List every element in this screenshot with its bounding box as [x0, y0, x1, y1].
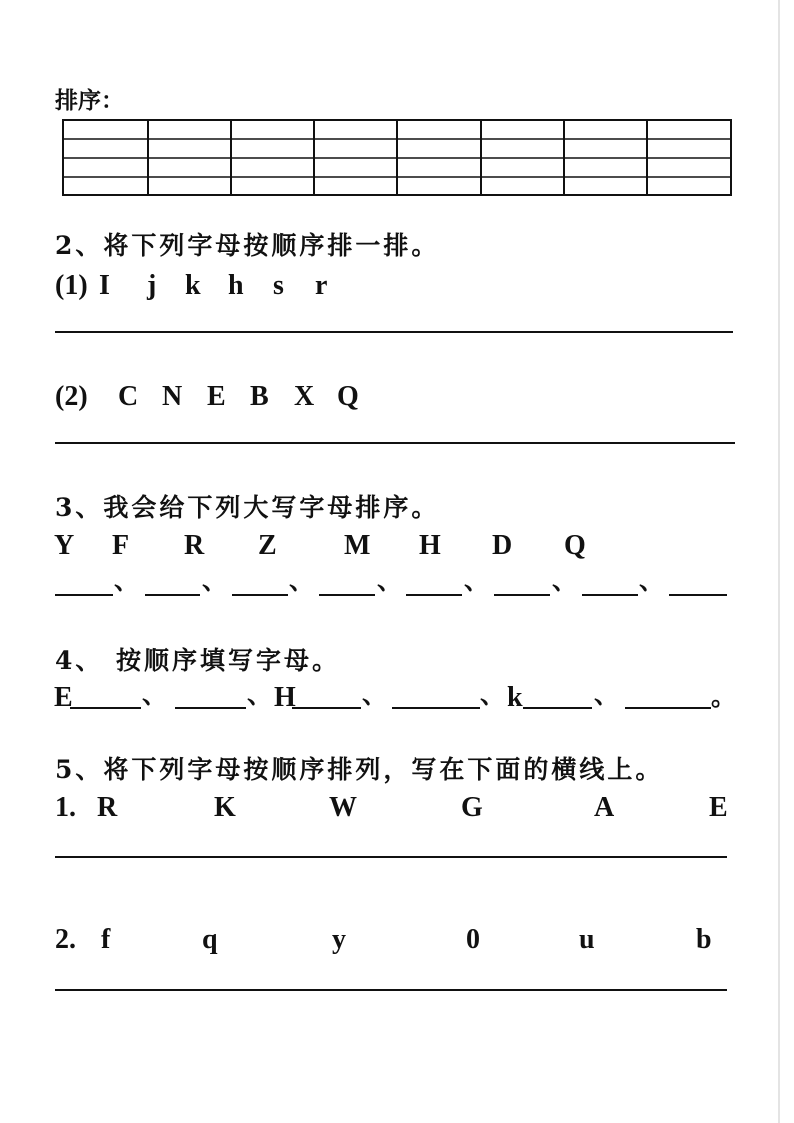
separator-mark: 、: [289, 566, 315, 595]
separator-mark: 、: [639, 566, 665, 595]
answer-line: [55, 856, 727, 858]
scrambled-letter: E: [709, 792, 728, 823]
answer-blank: [523, 707, 592, 709]
separator-mark: 、: [202, 566, 228, 595]
separator-mark: 、: [377, 566, 403, 595]
answer-line: [55, 331, 733, 333]
scrambled-letter: f: [101, 924, 111, 955]
answer-blank: [625, 707, 711, 709]
answer-blank: [406, 594, 462, 596]
scrambled-letter: u: [579, 924, 595, 955]
scrambled-letter: B: [250, 381, 269, 412]
given-letter: H: [274, 682, 296, 713]
separator-mark: 、: [552, 566, 578, 595]
item-label: 2.: [55, 924, 76, 955]
section1-title: 排序：: [55, 87, 124, 114]
scrambled-letter: s: [273, 270, 284, 301]
section2-title: 2、将下列字母按顺序排一排。: [55, 231, 440, 260]
scrambled-letter: I: [99, 270, 110, 301]
answer-line: [55, 989, 727, 991]
section4-title: 按顺序填写字母。: [116, 646, 341, 675]
four-line-writing-grid: [62, 119, 732, 197]
answer-blank: [582, 594, 638, 596]
separator-mark: 、: [247, 680, 273, 709]
section4-title-number: 4、: [55, 646, 104, 675]
scrambled-letter: Z: [258, 530, 277, 561]
scrambled-letter: R: [97, 792, 118, 823]
answer-blank: [669, 594, 727, 596]
scrambled-letter: Q: [564, 530, 586, 561]
item-label: (2): [55, 381, 88, 412]
answer-blank: [55, 594, 113, 596]
item-label: 1.: [55, 792, 76, 823]
separator-mark: 、: [464, 566, 490, 595]
answer-blank: [319, 594, 375, 596]
section3-title: 3、我会给下列大写字母排序。: [55, 493, 440, 522]
answer-blank: [292, 707, 361, 709]
scrambled-letter: E: [207, 381, 226, 412]
answer-blank: [145, 594, 200, 596]
scrambled-letter: M: [344, 530, 371, 561]
given-letter: k: [507, 682, 523, 713]
scrambled-letter: N: [162, 381, 183, 412]
scrambled-letter: h: [228, 270, 244, 301]
scrambled-letter: Q: [337, 381, 359, 412]
scrambled-letter: R: [184, 530, 205, 561]
scrambled-letter: A: [594, 792, 615, 823]
scrambled-letter: q: [202, 924, 218, 955]
scrambled-letter: D: [492, 530, 513, 561]
scrambled-letter: C: [118, 381, 139, 412]
period-mark: 。: [711, 682, 737, 711]
scrambled-letter: r: [315, 270, 328, 301]
scrambled-letter: F: [112, 530, 130, 561]
scrambled-letter: K: [214, 792, 236, 823]
scrambled-letter: k: [185, 270, 201, 301]
scrambled-letter: Y: [54, 530, 75, 561]
scrambled-letter: W: [329, 792, 357, 823]
section5-title: 5、将下列字母按顺序排列，写在下面的横线上。: [55, 755, 664, 784]
item-label: (1): [55, 270, 88, 301]
scrambled-letter: 0: [466, 924, 480, 955]
scrambled-letter: G: [461, 792, 483, 823]
separator-mark: 、: [142, 680, 168, 709]
answer-line: [55, 442, 735, 444]
answer-blank: [392, 707, 480, 709]
scrambled-letter: b: [696, 924, 712, 955]
separator-mark: 、: [480, 680, 506, 709]
separator-mark: 、: [114, 566, 140, 595]
page-edge-shadow: [778, 0, 780, 1123]
scrambled-letter: j: [147, 270, 157, 301]
scrambled-letter: y: [332, 924, 346, 955]
scrambled-letter: H: [419, 530, 441, 561]
scrambled-letter: X: [294, 381, 315, 412]
separator-mark: 、: [594, 680, 620, 709]
answer-blank: [232, 594, 288, 596]
answer-blank: [494, 594, 550, 596]
answer-blank: [175, 707, 246, 709]
separator-mark: 、: [362, 680, 388, 709]
given-letter: E: [54, 682, 73, 713]
answer-blank: [70, 707, 141, 709]
